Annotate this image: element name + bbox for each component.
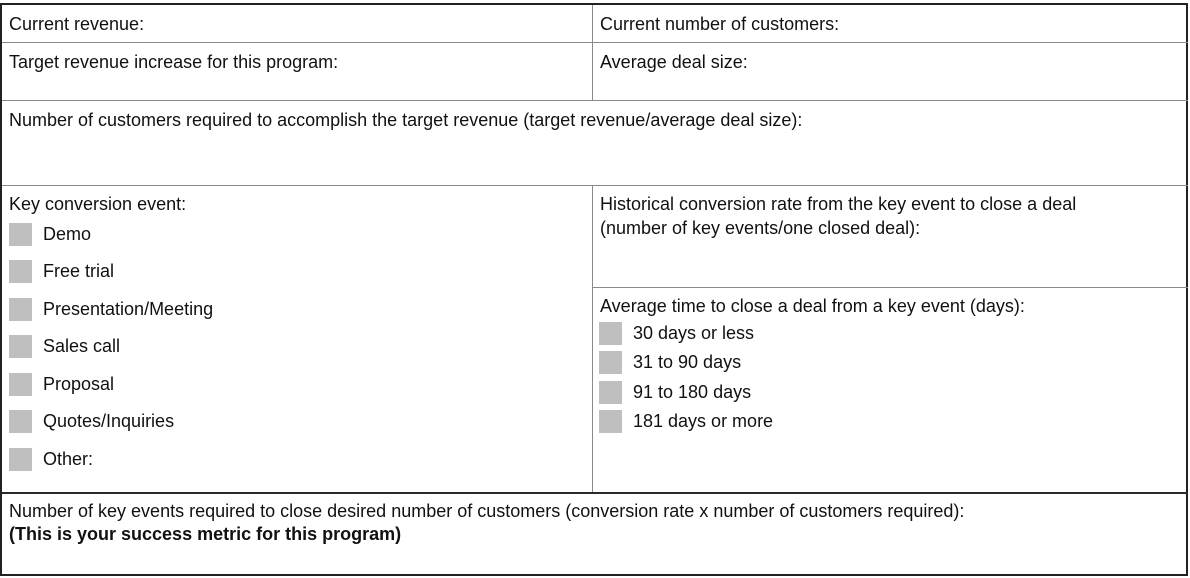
- key-events-required-field[interactable]: [2, 494, 1188, 576]
- checkbox-proposal[interactable]: [9, 373, 114, 396]
- average-deal-size-field[interactable]: [593, 43, 1188, 100]
- column-divider: [592, 186, 593, 492]
- checkbox-free-trial[interactable]: [9, 260, 114, 283]
- checkbox-icon[interactable]: [9, 298, 32, 321]
- current-customers-label: Current number of customers:: [600, 14, 840, 34]
- checkbox-icon[interactable]: [9, 335, 32, 358]
- checkbox-label: Quotes/Inquiries: [43, 411, 175, 431]
- checkbox-icon[interactable]: [599, 351, 622, 374]
- checkbox-icon[interactable]: [599, 322, 622, 345]
- key-conversion-event-label: Key conversion event:: [9, 194, 187, 214]
- checkbox-icon[interactable]: [599, 410, 622, 433]
- checkbox-label: 30 days or less: [633, 323, 755, 343]
- customers-required-field[interactable]: [2, 101, 1188, 185]
- checkbox-label: Free trial: [43, 261, 115, 281]
- checkbox-presentation-meeting[interactable]: [9, 298, 213, 321]
- checkbox-label: 31 to 90 days: [633, 352, 742, 372]
- target-revenue-increase-label: Target revenue increase for this program:: [9, 52, 339, 72]
- checkbox-30-days-or-less[interactable]: [599, 322, 754, 345]
- current-revenue-label: Current revenue:: [9, 14, 145, 34]
- current-customers-field[interactable]: [593, 5, 1188, 42]
- checkbox-91-to-180-days[interactable]: [599, 381, 751, 404]
- checkbox-icon[interactable]: [9, 260, 32, 283]
- checkbox-label: Demo: [43, 224, 92, 244]
- checkbox-sales-call[interactable]: [9, 335, 120, 358]
- target-revenue-increase-field[interactable]: [2, 43, 592, 100]
- checkbox-label: 181 days or more: [633, 411, 774, 431]
- checkbox-icon[interactable]: [9, 410, 32, 433]
- checkbox-icon[interactable]: [9, 373, 32, 396]
- program-planning-form: [0, 3, 1188, 576]
- historical-conversion-rate-field[interactable]: [593, 186, 1188, 287]
- current-revenue-field[interactable]: [2, 5, 592, 42]
- average-deal-size-label: Average deal size:: [600, 52, 748, 72]
- success-metric-note: (This is your success metric for this program): [9, 524, 402, 544]
- historical-conversion-rate-label-line2: (number of key events/one closed deal):: [600, 218, 921, 238]
- customers-required-label: Number of customers required to accomplish the target revenue (target revenue/average deal size):: [9, 110, 803, 130]
- historical-conversion-rate-label-line1: Historical conversion rate from the key event to close a deal: [600, 194, 1077, 214]
- checkbox-demo[interactable]: [9, 223, 91, 246]
- column-divider: [592, 5, 593, 100]
- key-events-required-label: Number of key events required to close desired number of customers (conversion rate x number of customers required):: [9, 501, 965, 521]
- checkbox-label: Other:: [43, 449, 94, 469]
- checkbox-quotes-inquiries[interactable]: [9, 410, 174, 433]
- checkbox-31-to-90-days[interactable]: [599, 351, 741, 374]
- checkbox-icon[interactable]: [9, 448, 32, 471]
- checkbox-label: Proposal: [43, 374, 115, 394]
- checkbox-label: Presentation/Meeting: [43, 299, 214, 319]
- checkbox-other[interactable]: [9, 448, 93, 471]
- average-time-to-close-label: Average time to close a deal from a key event (days):: [600, 296, 1025, 316]
- checkbox-label: Sales call: [43, 336, 121, 356]
- checkbox-181-days-or-more[interactable]: [599, 410, 773, 433]
- checkbox-icon[interactable]: [599, 381, 622, 404]
- checkbox-icon[interactable]: [9, 223, 32, 246]
- checkbox-label: 91 to 180 days: [633, 382, 752, 402]
